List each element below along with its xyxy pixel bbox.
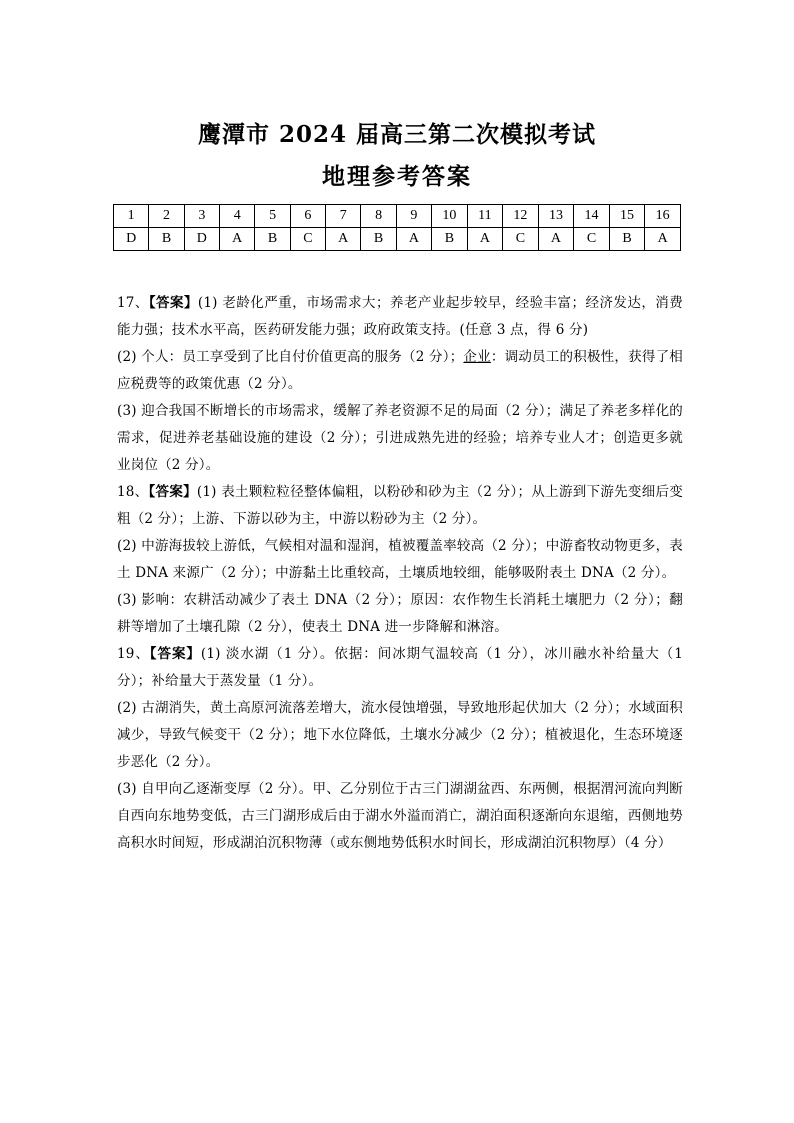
q17-part2-text-a: (2) 个人：员工享受到了比自付价值更高的服务（2 分）； [117, 349, 464, 365]
answer-cell: A [220, 228, 255, 251]
answer-cell: B [609, 228, 645, 251]
answer-cell: C [290, 228, 325, 251]
question-number-cell: 1 [114, 205, 149, 228]
answer-cell: B [149, 228, 184, 251]
page-title: 鹰潭市 2024 届高三第二次模拟考试 [197, 121, 597, 148]
q17-number: 17、 [117, 295, 149, 311]
answer-cell: B [432, 228, 468, 251]
answer-cell: A [396, 228, 431, 251]
answer-cell: A [467, 228, 503, 251]
question-number-cell: 13 [538, 205, 574, 228]
answer-cell: A [538, 228, 574, 251]
question-number-cell: 11 [467, 205, 503, 228]
question-number-cell: 16 [645, 205, 681, 228]
q18-part2: (2) 中游海拔较上游低，气候相对温和湿润，植被覆盖率较高（2 分）；中游畜牧动物更多，表土 DNA 来源广（2 分）；中游黏土比重较高，土壤质地较细，能够吸附表土 DNA（2 分）。 [117, 538, 683, 581]
q17-text: (1) 老龄化严重，市场需求大；养老产业起步较早，经验丰富；经济发达，消费能力强；技术水平高，医药研发能力强；政府政策支持。(任意 3 点，得 6 分) [117, 295, 683, 338]
page-subtitle: 地理参考答案 [322, 163, 472, 190]
answer-cell: D [114, 228, 149, 251]
question-number-cell: 7 [326, 205, 361, 228]
q19-part3: (3) 自甲向乙逐渐变厚（2 分）。甲、乙分别位于古三门湖湖盆西、东两侧，根据渭河流向判断自西向东地势变低，古三门湖形成后由于湖水外溢而消亡，湖泊面积逐渐向东退缩，西侧地势高积水时间短，形成湖泊沉积物薄（或东侧地势低积水时间长，形成湖泊沉积物厚）（4 分） [117, 781, 683, 851]
q17-part2-underlined: 企业 [463, 349, 491, 365]
question-number-row [114, 205, 681, 228]
answer-cell: A [645, 228, 681, 251]
answer-tag: 【答案】 [148, 295, 198, 311]
q18-number: 18、 [117, 484, 149, 500]
question-number-cell: 3 [184, 205, 219, 228]
answer-cell: C [503, 228, 539, 251]
q18-part3: (3) 影响：农耕活动减少了表土 DNA（2 分）；原因：农作物生长消耗土壤肥力（2 分）；翻耕等增加了土壤孔隙（2 分），使表土 DNA 进一步降解和淋溶。 [117, 592, 683, 635]
q18-text: (1) 表土颗粒粒径整体偏粗，以粉砂和砂为主（2 分）；从上游到下游先变细后变粗（2 分）；上游、下游以砂为主，中游以粉砂为主（2 分）。 [117, 484, 684, 527]
answer-content [117, 290, 683, 857]
answer-cell: A [326, 228, 361, 251]
q19-text: (1) 淡水湖（1 分）。依据：间冰期气温较高（1 分），冰川融水补给量大（1 分）；补给量大于蒸发量（1 分）。 [117, 646, 683, 689]
q19-part1 [117, 641, 683, 695]
question-number-cell: 12 [503, 205, 539, 228]
q19-part2: (2) 古湖消失，黄土高原河流落差增大，流水侵蚀增强，导致地形起伏加大（2 分）；水域面积减少，导致气候变干（2 分）；地下水位降低，土壤水分减少（2 分）；植被退化，生态环境逐步恶化（2 分）。 [117, 700, 683, 770]
answer-cell: B [361, 228, 396, 251]
answer-cell: D [184, 228, 219, 251]
question-number-cell: 4 [220, 205, 255, 228]
question-number-cell: 10 [432, 205, 468, 228]
q19-number: 19、 [117, 646, 150, 662]
q17-part2 [117, 344, 683, 398]
answer-row [114, 228, 681, 251]
question-number-cell: 5 [255, 205, 290, 228]
answer-tag: 【答案】 [148, 484, 197, 500]
question-number-cell: 2 [149, 205, 184, 228]
q17-part1 [117, 290, 683, 344]
answer-table [113, 204, 681, 251]
q17-part2-text-b: ：调动员工的积极性，获得了相应税费等的政策优惠（2 分）。 [117, 349, 683, 392]
answer-cell: C [574, 228, 610, 251]
question-number-cell: 8 [361, 205, 396, 228]
question-number-cell: 6 [290, 205, 325, 228]
answer-cell: B [255, 228, 290, 251]
question-number-cell: 14 [574, 205, 610, 228]
q17-part3: (3) 迎合我国不断增长的市场需求，缓解了养老资源不足的局面（2 分）；满足了养老多样化的需求，促进养老基础设施的建设（2 分）；引进成熟先进的经验；培养专业人才；创造更多就业岗位（2 分）。 [117, 403, 683, 473]
question-number-cell: 9 [396, 205, 431, 228]
q18-part1 [117, 479, 683, 533]
question-number-cell: 15 [609, 205, 645, 228]
answer-tag: 【答案】 [149, 646, 201, 662]
